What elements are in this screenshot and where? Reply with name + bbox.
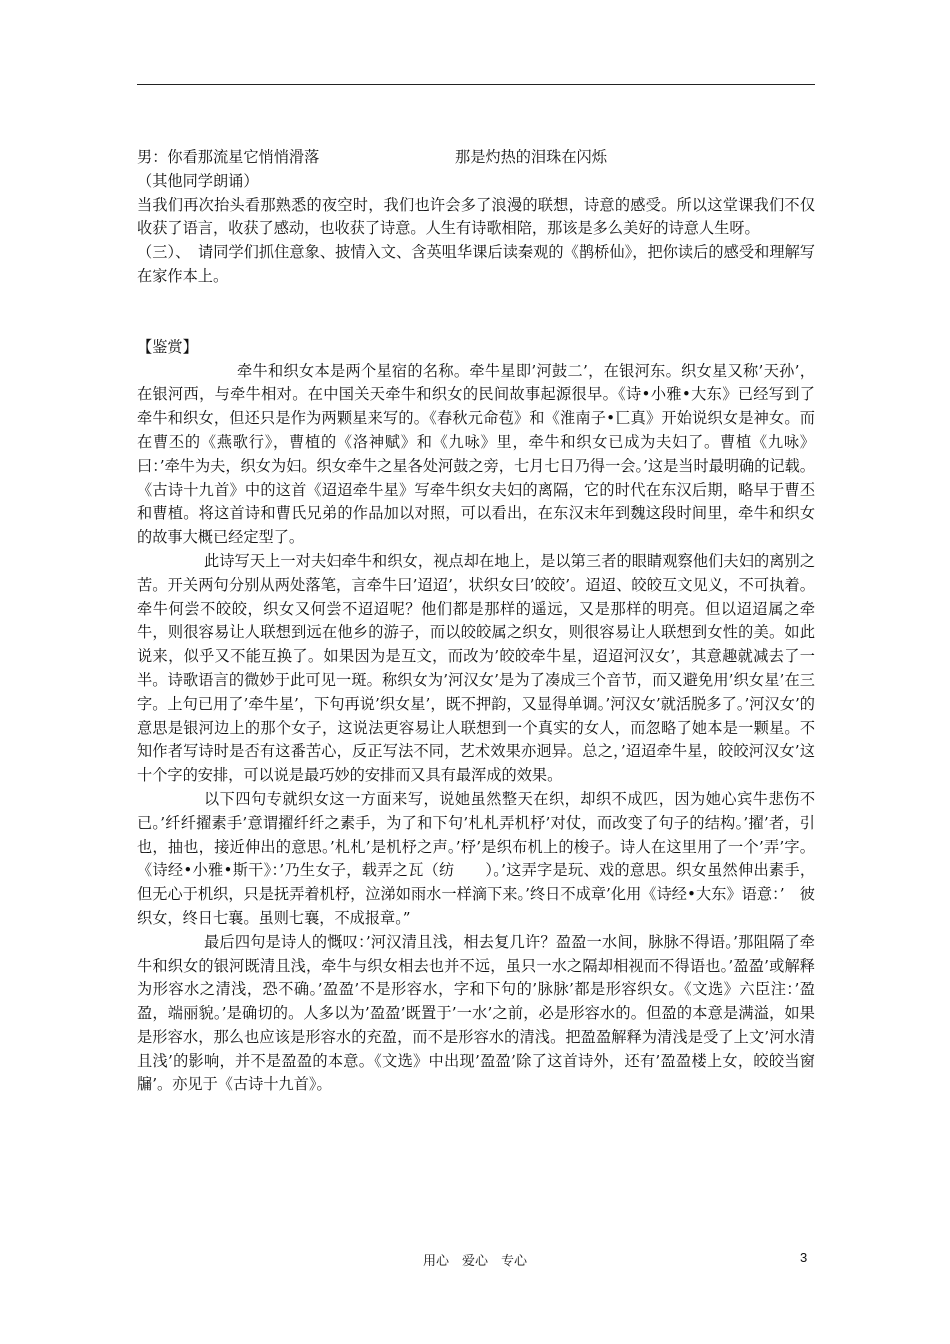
appreciation-paragraph: 最后四句是诗人的慨叹：’河汉清且浅，相去复几许？盈盈一水间，脉脉不得语。’那阻隔了牵牛和织女的银河既清且浅，牵牛与织女相去也并不远，虽只一水之隔却相视而不得语也。’盈盈’或解释为形容水之清浅，恐不确。’盈盈’不是形容水，字和下句的’脉脉’都是形容织女。《文选》六臣注：’盈盈，端丽貌。’是确切的。人多以为’盈盈’既置于’一水’之前，必是形容水的。但盈的本意是满溢，如果是形容水，那么也应该是形容水的充盈，而不是形容水的清浅。把盈盈解释为清浅是受了上文’河水清且浅’的影响，并不是盈盈的本意。《文选》中出现’盈盈’除了这首诗外，还有’盈盈楼上女，皎皎当窗牖’。亦见于《古诗十九首》。 [137,932,815,1094]
page-footer [0,1250,950,1270]
recitation-note: （其他同学朗诵） [137,171,259,190]
header-rule [137,84,815,85]
footer-motto: 用心 爱心 专心 [422,1254,527,1269]
dialogue-right: 那是灼热的泪珠在闪烁 [455,148,607,166]
appreciation-paragraph: 此诗写天上一对夫妇牵牛和织女，视点却在地上，是以第三者的眼睛观察他们夫妇的离别之苦。开关两句分别从两处落笔，言牵牛曰’迢迢’，状织女曰’皎皎’。迢迢、皎皎互文见义，不可执着。牵牛何尝不皎皎，织女又何尝不迢迢呢？他们都是那样的遥远，又是那样的明亮。但以迢迢属之牵牛，则很容易让人联想到远在他乡的游子，而以皎皎属之织女，则很容易让人联想到女性的美。如此说来，似乎又不能互换了。如果因为是互文，而改为’皎皎牵牛星，迢迢河汉女’，其意趣就减去了一半。诗歌语言的微妙于此可见一斑。称织女为’河汉女’是为了凑成三个音节，而又避免用’织女星’在三字。上句已用了’牵牛星’，下句再说’织女星’，既不押韵，又显得单调。’河汉女’就活脱多了。’河汉女’的意思是银河边上的那个女子，这说法更容易让人联想到一个真实的女人，而忽略了她本是一颗星。不知作者写诗时是否有这番苦心，反正写法不同，艺术效果亦迥异。总之，’迢迢牵牛星，皎皎河汉女’这十个字的安排，可以说是最巧妙的安排而又具有最浑成的效果。 [137,551,815,785]
appreciation-paragraph: 以下四句专就织女这一方面来写，说她虽然整天在织，却织不成匹，因为她心宾牛悲伤不已。’纤纤擢素手’意谓擢纤纤之素手，为了和下句’札札弄机杼’对仗，而改变了句子的结构。’擢’者，引也，抽也，接近伸出的意思。’札札’是机杼之声。’杼’是织布机上的梭子。诗人在这里用了一个’弄’字。《诗经•小雅•斯干》：’乃生女子，载弄之瓦（纺 ）。’这弄字是玩、戏的意思。织女虽然伸出素手，但无心于机织，只是抚弄着机杼，泣涕如雨水一样滴下来。’终日不成章’化用《诗经•大东》语意：’ 彼织女，终日七襄。虽则七襄，不成报章。” [137,789,815,927]
homework-assignment: （三）、 请同学们抓住意象、披情入文、含英咀华课后读秦观的《鹊桥仙》，把你读后的感受和理解写在家作本上。 [137,243,815,285]
appreciation-heading: 【鉴赏】 [137,337,198,356]
dialogue-left: 男：你看那流星它悄悄滑落 [137,148,320,166]
appreciation-paragraph: 牵牛和织女本是两个星宿的名称。牵牛星即’河鼓二’，在银河东。织女星又称’天孙’，在银河西，与牵牛相对。在中国关天牵牛和织女的民间故事起源很早。《诗•小雅•大东》已经写到了牵牛和织女，但还只是作为两颗星来写的。《春秋元命苞》和《淮南子•匸真》开始说织女是神女。而在曹丕的《燕歌行》，曹植的《洛神赋》和《九咏》里，牵牛和织女已成为夫妇了。曹植《九咏》曰：’牵牛为夫，织女为妇。织女牵牛之星各处河鼓之旁，七月七日乃得一会。’这是当时最明确的记载。《古诗十九首》中的这首《迢迢牵牛星》写牵牛织女夫妇的离隔，它的时代在东汉后期，略早于曹丕和曹植。将这首诗和曹氏兄弟的作品加以对照，可以看出，在东汉末年到魏这段时间里，牵牛和织女的故事大概已经定型了。 [137,361,815,547]
lesson-summary: 当我们再次抬头看那熟悉的夜空时，我们也许会多了浪漫的联想，诗意的感受。所以这堂课我们不仅收获了语言，收获了感动，也收获了诗意。人生有诗歌相陪，那该是多么美好的诗意人生呀。 [137,195,815,238]
dialogue-line [137,146,815,170]
page-number: 3 [800,1250,808,1265]
document-body [137,146,815,1097]
